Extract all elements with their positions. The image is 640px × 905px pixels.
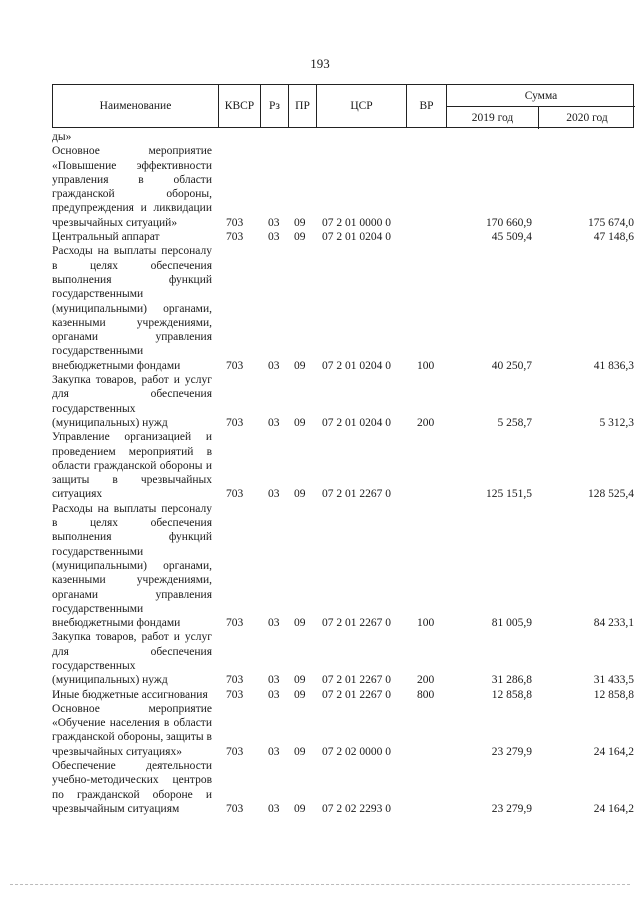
row-pr: 09 <box>294 674 306 687</box>
row-kvsr: 703 <box>226 802 244 815</box>
row-sum-2019: 23 279,9 <box>491 802 532 815</box>
row-name: Иные бюджетные ассигнования <box>52 688 208 701</box>
table-row <box>52 230 634 244</box>
row-sum-2020: 24 164,2 <box>593 745 634 758</box>
row-rz: 03 <box>268 802 280 815</box>
row-sum-2020: 175 674,0 <box>588 216 634 229</box>
table-row <box>52 130 634 144</box>
row-sum-2019: 45 509,4 <box>491 231 532 244</box>
table-row <box>52 430 634 501</box>
row-kvsr: 703 <box>226 488 244 501</box>
row-csr: 07 2 01 2267 0 <box>322 674 391 687</box>
row-sum-2020: 12 858,8 <box>593 688 634 701</box>
row-vr: 100 <box>417 617 435 630</box>
row-sum-2019: 81 005,9 <box>491 617 532 630</box>
row-pr: 09 <box>294 802 306 815</box>
row-sum-2019: 23 279,9 <box>491 745 532 758</box>
row-csr: 07 2 02 2293 0 <box>322 802 391 815</box>
row-rz: 03 <box>268 416 280 429</box>
row-name: Управление организацией и проведением мероприятий в области гражданской обороны и защиты в чрезвычайных ситуациях <box>52 431 212 501</box>
row-kvsr: 703 <box>226 359 244 372</box>
row-pr: 09 <box>294 617 306 630</box>
row-sum-2020: 128 525,4 <box>588 488 634 501</box>
header-year-2019: 2019 год <box>447 107 539 129</box>
row-rz: 03 <box>268 745 280 758</box>
row-pr: 09 <box>294 745 306 758</box>
row-name: Обеспечение деятельности учебно-методических центров по гражданской обороне и чрезвычайным ситуациям <box>52 760 212 815</box>
row-kvsr: 703 <box>226 617 244 630</box>
page-number: 193 <box>310 56 330 71</box>
row-pr: 09 <box>294 216 306 229</box>
table-body <box>52 130 634 816</box>
footer-divider <box>10 884 630 885</box>
row-vr: 800 <box>417 688 435 701</box>
row-name: Центральный аппарат <box>52 231 160 244</box>
table-row <box>52 373 634 430</box>
row-rz: 03 <box>268 216 280 229</box>
table-row <box>52 244 634 373</box>
row-rz: 03 <box>268 359 280 372</box>
row-kvsr: 703 <box>226 416 244 429</box>
row-name: Расходы на выплаты персоналу в целях обеспечения выполнения функций государственными (муниципальными) органами, казенными учреждениями, органами управления государственными внебюджетными фондами <box>52 502 212 630</box>
row-vr: 200 <box>417 674 435 687</box>
row-pr: 09 <box>294 688 306 701</box>
row-rz: 03 <box>268 488 280 501</box>
row-sum-2019: 5 258,7 <box>497 416 532 429</box>
row-csr: 07 2 01 0000 0 <box>322 216 391 229</box>
table-row <box>52 702 634 759</box>
row-csr: 07 2 01 2267 0 <box>322 488 391 501</box>
table-header <box>52 84 634 128</box>
row-csr: 07 2 02 0000 0 <box>322 745 391 758</box>
row-pr: 09 <box>294 359 306 372</box>
header-name: Наименование <box>53 85 219 127</box>
header-pr: ПР <box>289 85 317 127</box>
row-kvsr: 703 <box>226 745 244 758</box>
row-sum-2020: 84 233,1 <box>593 617 634 630</box>
row-pr: 09 <box>294 231 306 244</box>
row-name: Закупка товаров, работ и услуг для обеспечения государственных (муниципальных) нужд <box>52 374 212 429</box>
row-sum-2020: 31 433,5 <box>593 674 634 687</box>
row-kvsr: 703 <box>226 231 244 244</box>
table-row <box>52 502 634 631</box>
header-vr: ВР <box>407 85 447 127</box>
row-sum-2019: 40 250,7 <box>491 359 532 372</box>
row-sum-2019: 12 858,8 <box>491 688 532 701</box>
row-sum-2019: 170 660,9 <box>486 216 532 229</box>
table-row <box>52 630 634 687</box>
row-kvsr: 703 <box>226 216 244 229</box>
row-rz: 03 <box>268 688 280 701</box>
row-pr: 09 <box>294 488 306 501</box>
row-sum-2020: 41 836,3 <box>593 359 634 372</box>
row-name: ды» <box>52 131 72 143</box>
row-sum-2019: 31 286,8 <box>491 674 532 687</box>
row-name: Основное мероприятие «Повышение эффективности управления в области гражданской обороны, предупреждения и ликвидации чрезвычайных ситуаций» <box>52 145 212 229</box>
header-sum: Сумма <box>447 85 635 107</box>
header-kvsr: КВСР <box>219 85 261 127</box>
row-csr: 07 2 01 0204 0 <box>322 416 391 429</box>
row-rz: 03 <box>268 617 280 630</box>
table-row <box>52 144 634 230</box>
row-sum-2020: 24 164,2 <box>593 802 634 815</box>
table-row <box>52 759 634 816</box>
row-pr: 09 <box>294 416 306 429</box>
row-csr: 07 2 01 2267 0 <box>322 688 391 701</box>
row-vr: 200 <box>417 416 435 429</box>
row-name: Закупка товаров, работ и услуг для обеспечения государственных (муниципальных) нужд <box>52 631 212 687</box>
header-rz: Рз <box>261 85 289 127</box>
row-sum-2020: 47 148,6 <box>593 231 634 244</box>
row-kvsr: 703 <box>226 674 244 687</box>
row-csr: 07 2 01 0204 0 <box>322 359 391 372</box>
header-csr: ЦСР <box>317 85 407 127</box>
row-rz: 03 <box>268 674 280 687</box>
row-sum-2019: 125 151,5 <box>486 488 532 501</box>
row-rz: 03 <box>268 231 280 244</box>
row-name: Расходы на выплаты персоналу в целях обеспечения выполнения функций государственными (муниципальными) органами, казенными учреждениями, органами управления государственными внебюджетными фондами <box>52 245 212 372</box>
row-vr: 100 <box>417 359 435 372</box>
row-sum-2020: 5 312,3 <box>599 416 634 429</box>
header-year-2020: 2020 год <box>566 112 608 124</box>
row-kvsr: 703 <box>226 688 244 701</box>
table-row <box>52 688 634 702</box>
row-csr: 07 2 01 2267 0 <box>322 617 391 630</box>
row-csr: 07 2 01 0204 0 <box>322 231 391 244</box>
row-name: Основное мероприятие «Обучение населения в области гражданской обороны, защиты в чрезвычайных ситуациях» <box>52 702 212 758</box>
